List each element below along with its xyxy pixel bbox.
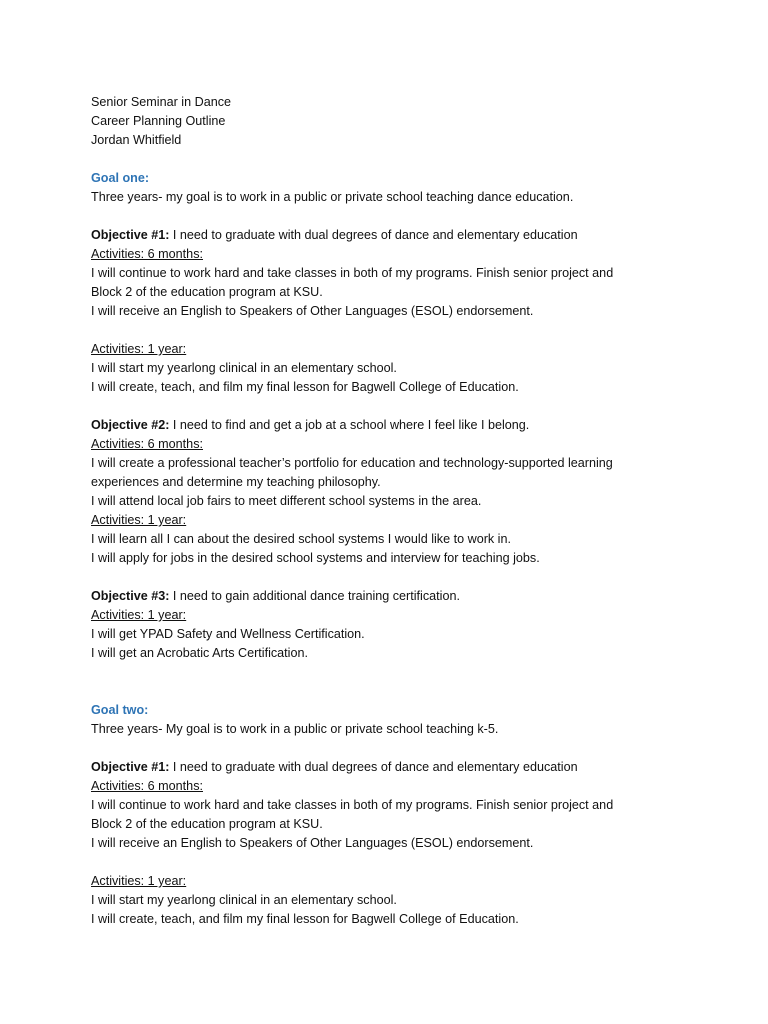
objective-label: Objective #1:: [91, 760, 170, 774]
goal-two-heading: Goal two:: [91, 703, 149, 717]
activities-1-year-label: Activities: 1 year:: [91, 342, 187, 356]
activities-6-months-label: Activities: 6 months:: [91, 247, 203, 261]
activity-line: I will attend local job fairs to meet different school systems in the area.: [91, 494, 482, 508]
activity-line: I will apply for jobs in the desired school systems and interview for teaching jobs.: [91, 551, 540, 565]
activity-line: Block 2 of the education program at KSU.: [91, 817, 323, 831]
document-title: Career Planning Outline: [91, 114, 226, 128]
activity-line: I will get YPAD Safety and Wellness Certification.: [91, 627, 365, 641]
objective-label: Objective #1:: [91, 228, 170, 242]
document-page: [91, 93, 731, 929]
activity-line: I will receive an English to Speakers of Other Languages (ESOL) endorsement.: [91, 836, 534, 850]
activity-line: experiences and determine my teaching philosophy.: [91, 475, 381, 489]
activity-line: I will get an Acrobatic Arts Certification.: [91, 646, 308, 660]
activities-1-year-label: Activities: 1 year:: [91, 608, 187, 622]
activities-6-months-label: Activities: 6 months:: [91, 779, 203, 793]
goal-two-objective-1: [91, 758, 731, 777]
objective-text: I need to gain additional dance training certification.: [169, 589, 460, 603]
objective-text: I need to graduate with dual degrees of dance and elementary education: [169, 760, 578, 774]
activity-line: I will start my yearlong clinical in an elementary school.: [91, 893, 397, 907]
goal-one-objective-2: [91, 416, 731, 435]
goal-two-statement: Three years- My goal is to work in a public or private school teaching k-5.: [91, 722, 499, 736]
activities-1-year-label: Activities: 1 year:: [91, 874, 187, 888]
activities-6-months-label: Activities: 6 months:: [91, 437, 203, 451]
objective-text: I need to find and get a job at a school where I feel like I belong.: [169, 418, 530, 432]
goal-one-statement: Three years- my goal is to work in a public or private school teaching dance education.: [91, 190, 574, 204]
activity-line: I will create, teach, and film my final lesson for Bagwell College of Education.: [91, 380, 519, 394]
activity-line: I will continue to work hard and take classes in both of my programs. Finish senior project and: [91, 266, 614, 280]
goal-one-objective-1: [91, 226, 731, 245]
objective-text: I need to graduate with dual degrees of dance and elementary education: [169, 228, 578, 242]
author-name: Jordan Whitfield: [91, 133, 182, 147]
activity-line: I will create a professional teacher’s portfolio for education and technology-supported learning: [91, 456, 613, 470]
activities-1-year-label: Activities: 1 year:: [91, 513, 187, 527]
goal-one-heading: Goal one:: [91, 171, 150, 185]
activity-line: I will receive an English to Speakers of Other Languages (ESOL) endorsement.: [91, 304, 534, 318]
course-title: Senior Seminar in Dance: [91, 95, 232, 109]
goal-one-objective-3: [91, 587, 731, 606]
activity-line: I will continue to work hard and take classes in both of my programs. Finish senior project and: [91, 798, 614, 812]
activity-line: I will start my yearlong clinical in an elementary school.: [91, 361, 397, 375]
objective-label: Objective #2:: [91, 418, 170, 432]
activity-line: I will learn all I can about the desired school systems I would like to work in.: [91, 532, 511, 546]
activity-line: Block 2 of the education program at KSU.: [91, 285, 323, 299]
activity-line: I will create, teach, and film my final lesson for Bagwell College of Education.: [91, 912, 519, 926]
objective-label: Objective #3:: [91, 589, 170, 603]
